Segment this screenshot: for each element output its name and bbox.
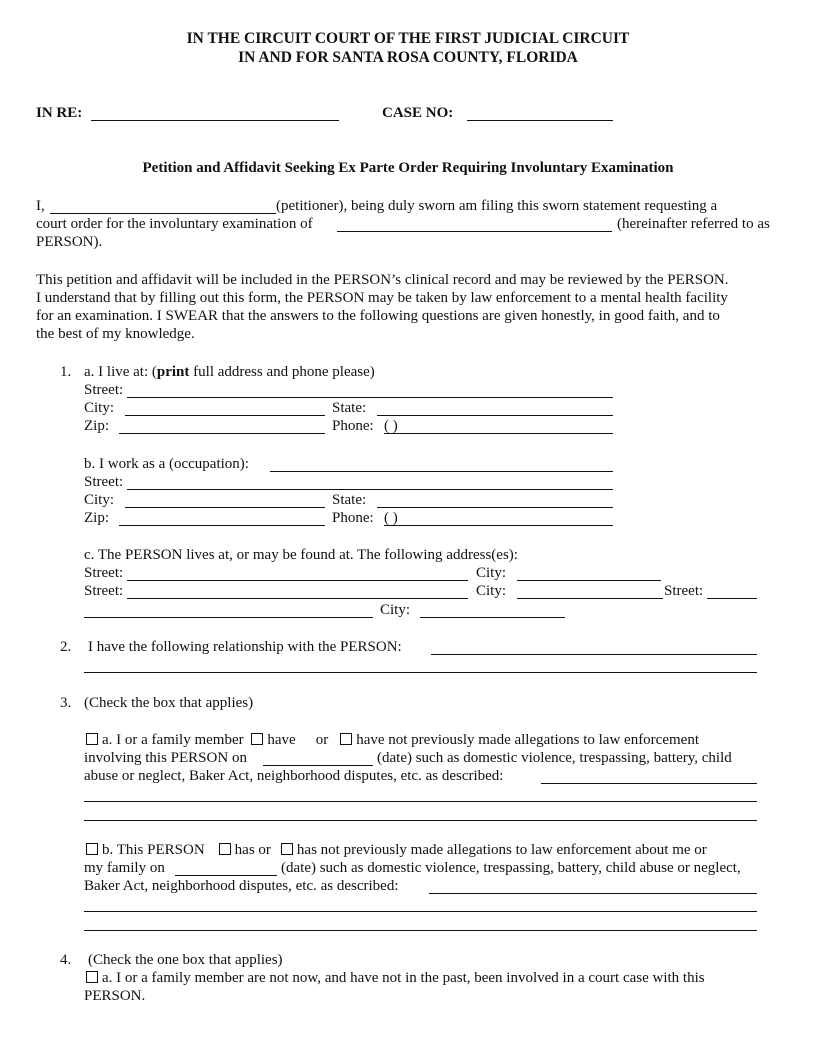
q3a-start-text: a. I or a family member: [102, 732, 244, 748]
q3a-description-line2[interactable]: [84, 801, 757, 802]
q3b-start-text: b. This PERSON: [102, 842, 205, 858]
intro-line3: PERSON).: [36, 234, 103, 250]
q3-instruction: (Check the box that applies): [84, 695, 254, 711]
q1a-street-label: Street:: [84, 382, 124, 398]
q3b-line1: [86, 841, 707, 860]
form-title: Petition and Affidavit Seeking Ex Parte Order Requiring Involuntary Examination: [142, 160, 674, 176]
q1c-street3-field[interactable]: [707, 598, 757, 599]
q4-number: 4.: [60, 952, 72, 968]
q1b-city-field[interactable]: [125, 507, 325, 508]
q1b-occupation-label: b. I work as a (occupation):: [84, 456, 249, 472]
intro-i-label: I,: [36, 198, 45, 214]
intro-line2-end: (hereinafter referred to as: [617, 216, 770, 232]
person-name-field[interactable]: [337, 231, 612, 232]
q3a-have-not-checkbox[interactable]: [340, 733, 352, 745]
q1c-city1-field[interactable]: [517, 580, 661, 581]
statement-line1: This petition and affidavit will be included in the PERSON’s clinical record and may be reviewed by the PERSON.: [36, 272, 729, 288]
case-no-label: CASE NO:: [382, 105, 454, 121]
q1b-street-label: Street:: [84, 474, 124, 490]
q1a-city-label: City:: [84, 400, 115, 416]
q4a-line2: PERSON.: [84, 988, 146, 1004]
q4a-text: a. I or a family member are not now, and have not in the past, been involved in a court case with this: [102, 970, 705, 986]
q3b-line2-end: (date) such as domestic violence, trespassing, battery, child abuse or neglect,: [281, 860, 741, 876]
q1c-city2-field[interactable]: [517, 598, 663, 599]
q3a-line2-end: (date) such as domestic violence, trespassing, battery, child: [377, 750, 732, 766]
q1b-phone-label: Phone:: [332, 510, 374, 526]
q3b-or-label: or: [258, 842, 271, 858]
intro-petitioner-text: (petitioner), being duly sworn am filing this sworn statement requesting a: [276, 198, 718, 214]
q1a-phone-field[interactable]: [384, 433, 613, 434]
q3-number: 3.: [60, 695, 72, 711]
q4a-checkbox[interactable]: [86, 971, 98, 983]
q1a-phone-label: Phone:: [332, 418, 374, 434]
court-header-line2: IN AND FOR SANTA ROSA COUNTY, FLORIDA: [238, 49, 578, 66]
q3b-line3: Baker Act, neighborhood disputes, etc. as described:: [84, 878, 399, 894]
q1a-city-field[interactable]: [125, 415, 325, 416]
q1b-occupation-field[interactable]: [270, 471, 613, 472]
q1a-zip-label: Zip:: [84, 418, 109, 434]
q3a-line3: abuse or neglect, Baker Act, neighborhood disputes, etc. as described:: [84, 768, 504, 784]
q3b-has-label: has: [234, 842, 255, 858]
q3a-line2-start: involving this PERSON on: [84, 750, 247, 766]
q3b-description-line2[interactable]: [84, 911, 757, 912]
statement-line3: for an examination. I SWEAR that the answers to the following questions are given honestly, in good faith, and to: [36, 308, 720, 324]
q1c-street2-label: Street:: [84, 583, 124, 599]
q3a-line1: [86, 731, 699, 750]
q1c-street1-field[interactable]: [127, 580, 468, 581]
statement-line2: I understand that by filling out this form, the PERSON may be taken by law enforcement to a mental health facility: [36, 290, 728, 306]
q1c-street3-label: Street:: [664, 583, 704, 599]
q1b-city-label: City:: [84, 492, 115, 508]
q1c-city2-label: City:: [476, 583, 507, 599]
q1c-city3-field[interactable]: [420, 617, 565, 618]
q1b-state-label: State:: [332, 492, 367, 508]
q1c-label: c. The PERSON lives at, or may be found at. The following address(es):: [84, 547, 518, 563]
q1-number: 1.: [60, 364, 72, 380]
q3a-description-field[interactable]: [541, 783, 757, 784]
q1a-state-label: State:: [332, 400, 367, 416]
q1a-zip-field[interactable]: [119, 433, 325, 434]
q1a-street-field[interactable]: [127, 397, 613, 398]
q3a-or-label: or: [315, 732, 329, 748]
q3b-date-field[interactable]: [175, 875, 277, 876]
q2-number: 2.: [60, 639, 72, 655]
in-re-label: IN RE:: [36, 105, 83, 121]
q1b-phone-field[interactable]: [384, 525, 613, 526]
q3b-line2-start: my family on: [84, 860, 165, 876]
court-header-line1: IN THE CIRCUIT COURT OF THE FIRST JUDICIAL CIRCUIT: [186, 30, 630, 47]
statement-line4: the best of my knowledge.: [36, 326, 195, 342]
q3b-has-checkbox[interactable]: [219, 843, 231, 855]
q1c-street3-field-cont[interactable]: [84, 617, 373, 618]
q4a-line1: [86, 969, 705, 988]
q1b-street-field[interactable]: [127, 489, 613, 490]
q3b-description-line3[interactable]: [84, 930, 757, 931]
q3a-date-field[interactable]: [263, 765, 373, 766]
q1a-phone-area: ( ): [384, 418, 398, 434]
q1c-street1-label: Street:: [84, 565, 124, 581]
q3a-description-line3[interactable]: [84, 820, 757, 821]
q3b-checkbox[interactable]: [86, 843, 98, 855]
q1b-zip-label: Zip:: [84, 510, 109, 526]
q3b-has-not-label: has not previously made allegations to law enforcement about me or: [296, 842, 707, 858]
q4-instruction: (Check the one box that applies): [88, 952, 283, 968]
intro-line2-start: court order for the involuntary examination of: [36, 216, 313, 232]
q1b-phone-area: ( ): [384, 510, 398, 526]
q2-relationship-field-line2[interactable]: [84, 672, 757, 673]
in-re-field[interactable]: [91, 120, 339, 121]
q1a-state-field[interactable]: [377, 415, 613, 416]
petitioner-name-field[interactable]: [50, 213, 276, 214]
q3a-checkbox[interactable]: [86, 733, 98, 745]
q3a-have-checkbox[interactable]: [251, 733, 263, 745]
q3b-description-field[interactable]: [429, 893, 757, 894]
q1c-city3-label: City:: [380, 602, 411, 618]
q1b-state-field[interactable]: [377, 507, 613, 508]
q2-text: I have the following relationship with the PERSON:: [88, 639, 402, 655]
case-no-field[interactable]: [467, 120, 613, 121]
q1c-city1-label: City:: [476, 565, 507, 581]
q1a-label: a. I live at: (print full address and phone please): [84, 364, 375, 380]
q3a-have-not-label: have not previously made allegations to law enforcement: [356, 732, 699, 748]
q1b-zip-field[interactable]: [119, 525, 325, 526]
q1c-street2-field[interactable]: [127, 598, 468, 599]
q2-relationship-field[interactable]: [431, 654, 757, 655]
q3b-has-not-checkbox[interactable]: [281, 843, 293, 855]
q3a-have-label: have: [267, 732, 296, 748]
